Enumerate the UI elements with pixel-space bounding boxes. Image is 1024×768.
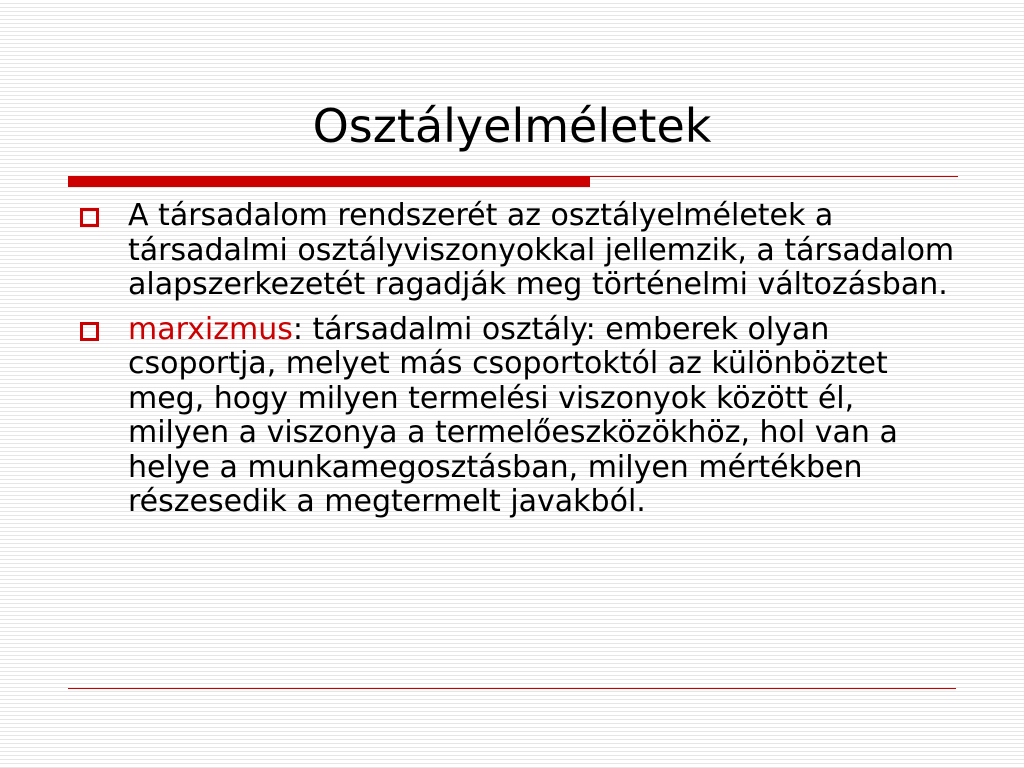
bullet-item-definition xyxy=(80,199,960,303)
slide-title: Osztályelméletek xyxy=(312,99,712,153)
bullet-text: : társadalmi osztály: emberek olyan csoportja, melyet más csoportoktól az különböztet meg, hogy milyen termelési viszonyok között él, milyen a viszonya a termelőeszközökhöz, hol van a helye a munkamegosztásban, milyen mértékben részesedik a megtermelt javakból. xyxy=(128,311,898,519)
bullet-text: A társadalom rendszerét az osztályelméletek a társadalmi osztályviszonyokkal jellemzik, a társadalom alapszerkezetét ragadják meg történelmi változásban. xyxy=(128,198,955,302)
hollow-square-bullet-icon xyxy=(80,322,99,341)
title-underline-accent xyxy=(68,176,590,187)
bullet-item-marxism xyxy=(80,313,960,520)
bullet-keyword: marxizmus xyxy=(128,311,293,347)
hollow-square-bullet-icon xyxy=(80,208,99,227)
title-underline-thin xyxy=(590,176,958,177)
footer-rule xyxy=(68,688,956,689)
bullet-list xyxy=(80,199,960,530)
